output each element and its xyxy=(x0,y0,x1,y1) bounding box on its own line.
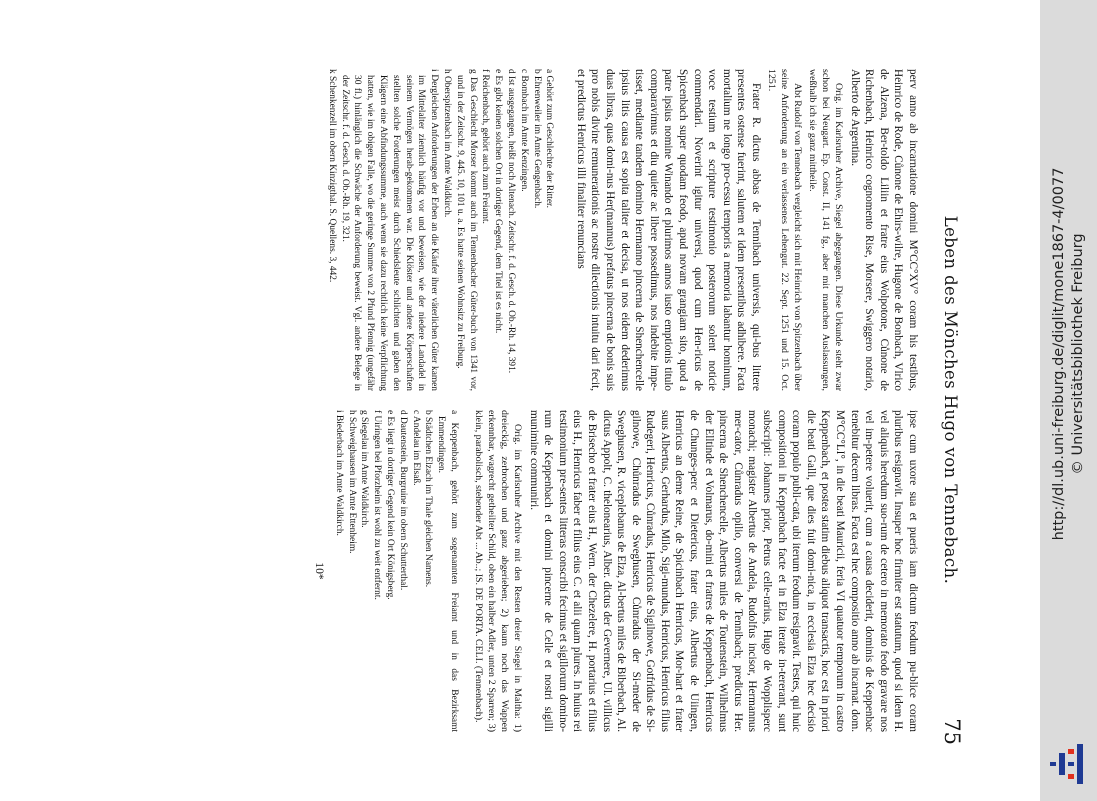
footnote: k Schenkenzell im obern Kinzigthal. S. Quellens. 3, 442. xyxy=(326,69,337,283)
footnote: i Dergleichen Anforderungen der Erben an die Käufer ihrer väterlichen Güter kamen im Mittelalter ziemlich häufig vor und beweisen, wie der niedere Landadel in seinem Vermögen herab-gekommen war. Die Klöster und andere Körperschaften stellten solche Forderungen meist durch Schiedsleute schlichten und gaben den Klägern eine Abfindungssumme, auch wenn sie dazu rechtlich keine Verpflichtung hatten, wie im obigen Falle, wo die geringe Summe von 2 Pfund Pfennig (ungefähr 30 fl.) hinlänglich die Schwäche der Anforderung beweist. Vgl. andere Belege in der Zeitschr. f. d. Gesch. d. Ob.-Rh. 19, 321. xyxy=(339,69,440,391)
charter-continuation: ipse cum uxore sua et pueris iam dictum feodum pu-blice coram pluribus resignavit. Insuper hoc firmiter est statutum, quod si idem H. vel aliquis heredum suo-rum de cetero in memorato feodo gravare nos vel im-petere voluerit, cum a causa deciderit, dominis de Keppenbac tenebitur decem libras. Facta est hec compositio anno ab incarnat. dom. M°CC°LI°, in die beati Mauricii, feria VI quatuor temporum in castro Keppenbach, et postea statim diebus aliquot transactis, hoc est in priori die beati Galli, que dies fuit domi-nica, in ecclesia Elza hec decisio coram populo publi-cata, ubi iterum feodum resignavit. Testes, qui huic compositioni in Keppenbach facte et in Elza iterate in-tererant, sunt subscripti: Johannes prior, Petrus celle-rarius, Hugo de Wopplisperc monachi; magister Albertus de Andela, Rudolfus incisor, Hermannus mer-cator, Cůnradus opilio, conversi de Tennibach; predictus Her. pincerna de Shenchencelle, Albertus miles de Toutenstein, Wilhelmus der Elltinde et Volmarus, do-mini et fratres de Keppenbach, Henricus de Chunges-perc et Dietericus, frater eius, Albertus de Uiingen, Henricus an deme Reine, de Spicinbach Henricus, Mor-hart et frater suus Albertus, Gerhardus, Milo, Sigi-mundus, Henricus, Henricus filius Rudegeri, Henricus, Cůnradus, Henricus de Sigilnowe, Gotfridus de Si-gilnowe, Chůnradus de Sweghusen, Cůnradus der Si-meder de Sweghusen, R. viceplebanus de Elza, Al-bertus miles de Biberbach, Al. dictus Appolt, C. thelonearius, Alber. dictus der Gevernere, Ul. villicus de Brisecho et frater eius H., Wern. der Chezelere, H. portarius et filius eius H., Henricus faber et filius eius C. et alii quam plures. In huius rei testimonium pre-sentes litteras conscribi fecimus et sigillorum domino-rum de Keppenbach et domini pincerne de Celle et nostri sigilli munimine communiri. xyxy=(527,410,919,732)
original-note-1: Orig. im Karlsruher Archive, Siegel abgegangen. Diese Urkunde steht zwar schon bei Neugart. Ep. Const. II, 141 fg., aber mit manchen Auslassungen, weßhalb ich sie ganz mittheile. xyxy=(807,69,845,391)
copyright-notice: © Universitätsbibliothek Freiburg xyxy=(1070,233,1086,475)
footnote: a Keppenbach, gehört zum sogenannten Freiamt und in das Bezirksamt Emmendingen. xyxy=(436,410,459,732)
right-footnotes xyxy=(332,410,460,732)
original-note-2: Abt Rudolf von Tennebach vergleicht sich mit Heinrich von Spitzenbach über seine Anforderung an ein verlassenes Lehengut. 22. Sept. 1251 und 15. Oct. 1251. xyxy=(766,69,804,391)
footnote: f Reichenbach, gehört auch zum Freiamt. xyxy=(480,69,491,224)
source-url[interactable]: http://dl.ub.uni-freiburg.de/diglit/mone1867-4/0077 xyxy=(1051,167,1067,541)
footnote: g Das Geschlecht Morser kommt auch im Tennenbacher Güter-buch von 1341 vor, und in der Zeitschr. 9, 445. 10, 101 u. a. Es hatte seinen Wohnsitz zu Freiburg. xyxy=(454,69,478,391)
scanned-page-viewport xyxy=(62,55,984,745)
page-number: 75 xyxy=(940,718,964,745)
footnote: a Gehört zum Geschlechte der Ritter. xyxy=(544,69,555,209)
footnote: e Es gibt keinen solchen Ort in dortiger Gegend, dem Titel ist es nicht. xyxy=(493,69,504,334)
scanned-page xyxy=(62,55,984,745)
footnote: d Dautenstein, Burgruine im obern Schutterthal. xyxy=(397,410,408,591)
charter-text: Frater R. dictus abbas de Tennibach universis, qui-bus littere presentes ostense fuerint, salutem et idem presentibus adhibere. Facta mortalium ne longo pro-cessu temporis a memoria labantur hominum, voce testium et scripture testimonio posterorum solent noticie commendari. Noverint igitur universi, quod cum Hen-ricus de Spicenbach super quodam feodo, apud novam grangiam sito, quod a patre ipsius nomine Winando et plurimos annos iusto emptionis titulo comparavimus et diu quiete ac libere possedimus, nos indebite impe-tisset, mediante tandem domino Hermanno pincerna de Shenchencelle ipsius litis causa est sopita taliter et decisa, ut nos eidem dederimus duas libras, quas domi-nus Her(mannus) prefatus pincerna de bonis suis pro nobis divine remunerationis ac nostre dilectionis intuitu dari fecit, et predictus Henricus illi finaliter renuncians xyxy=(574,69,763,391)
footnote: f Uiringen bei Pforzheim ist wohl zu weit entfernt. xyxy=(372,410,383,600)
logo-red-mark xyxy=(1068,749,1074,754)
footnote: d Ist ausgegangen, heißt noch Altenach. Zeitschr. f. d. Gesch. d. Ob.-Rh. 14, 391. xyxy=(505,69,516,374)
signature-mark: 10* xyxy=(313,562,326,580)
logo-bar-3 xyxy=(1068,762,1074,766)
footnote: g Siegelau im Amte Waldkirch. xyxy=(359,410,370,528)
footnote: e Es liegt in dortiger Gegend kein Ort Königsberg. xyxy=(384,410,395,600)
right-column xyxy=(311,410,920,732)
logo-red-mark-2 xyxy=(1068,774,1074,779)
original-note: Orig. im Karlsruher Archive mit den Resten dreier Siegel in Maltha: 1) dreieckig, zerbrochen und ganz abgerieben; 2) kaum noch das Wappen erkennbar, wagrecht getheilter Schild, oben ein halber Adler, unten 2 Sparren; 3) klein, parabolisch, stehender Abt ... Ab..; IS. DE PORTA. CELI. (Tennenbach). xyxy=(472,410,523,732)
logo-bar-4 xyxy=(1077,744,1083,784)
charter-ending: perv anno ab incarnatione domini M°CC°XV° coram his testibus, Heinrico de Rode, Cůnone de Ehirs-wilre, Hugone de Bonbach, Vlrico de Alzena, Ber-toldo Liliin et fratre eius Wolpotone, Cůnone de Richenbach, Heinrico cognomento Rise, Morsere, Swiggero notario, Alberto de Argentina. xyxy=(848,69,919,391)
left-footnotes xyxy=(325,69,555,391)
footnote: c Bombach im Amte Kenzingen. xyxy=(518,69,529,192)
footnote: h Oberspitzenbach im Amte Waldkirch. xyxy=(441,69,452,218)
logo-bar-1 xyxy=(1050,762,1056,766)
footnote: c Andelau im Elsaß. xyxy=(410,410,421,486)
sidebar-info xyxy=(1044,4,1094,704)
ub-freiburg-logo-icon xyxy=(1048,744,1088,784)
footnote: b Städtchen Elzach im Thale gleichen Namens. xyxy=(423,410,434,588)
left-column xyxy=(325,69,920,391)
running-head: Leben des Mönches Hugo von Tennebach. xyxy=(941,215,960,585)
footnote: i Biederbach im Amte Waldkirch. xyxy=(333,410,344,536)
footnote: b Ehrenweiler im Amte Gengenbach. xyxy=(531,69,542,209)
page-header xyxy=(934,55,964,745)
footnote: h Schweighausen im Amte Ettenheim. xyxy=(346,410,357,554)
logo-bar-2 xyxy=(1059,753,1065,775)
